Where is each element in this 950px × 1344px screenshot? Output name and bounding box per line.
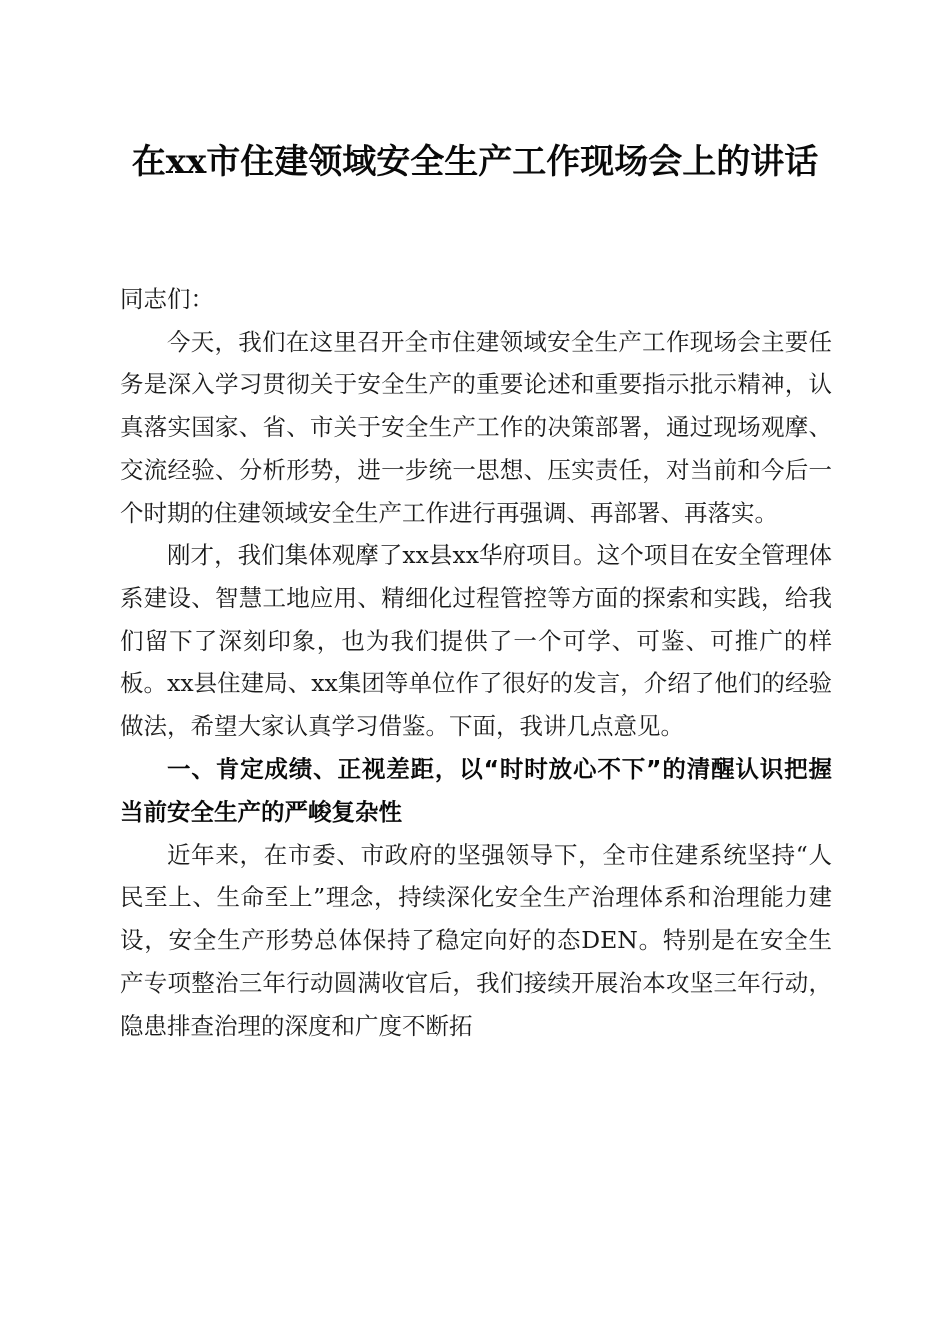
document-title: 在xx市住建领域安全生产工作现场会上的讲话 <box>131 142 819 182</box>
document-body <box>120 278 832 1047</box>
section-heading: 一、肯定成绩、正视差距，以“时时放心不下”的清醒认识把握当前安全生产的严峻复杂性 <box>120 754 832 826</box>
paragraph-observation: 刚才，我们集体观摩了xx县xx华府项目。这个项目在安全管理体系建设、智慧工地应用、精细化过程管控等方面的探索和实践，给我们留下了深刻印象，也为我们提供了一个可学、可鉴、可推广的样板。xx县住建局、xx集团等单位作了很好的发言，介绍了他们的经验做法，希望大家认真学习借鉴。下面，我讲几点意见。 <box>120 541 832 741</box>
salutation: 同志们： <box>120 285 214 313</box>
section-paragraph: 近年来，在市委、市政府的坚强领导下，全市住建系统坚持“人民至上、生命至上”理念，持续深化安全生产治理体系和治理能力建设，安全生产形势总体保持了稳定向好的态DEN。特别是在安全生产专项整治三年行动圆满收官后，我们接续开展治本攻坚三年行动，隐患排查治理的深度和广度不断拓 <box>120 840 832 1040</box>
paragraph-opening: 今天，我们在这里召开全市住建领域安全生产工作现场会主要任务是深入学习贯彻关于安全生产的重要论述和重要指示批示精神，认真落实国家、省、市关于安全生产工作的决策部署，通过现场观摩、交流经验、分析形势，进一步统一思想、压实责任，对当前和今后一个时期的住建领域安全生产工作进行再强调、再部署、再落实。 <box>120 327 832 527</box>
